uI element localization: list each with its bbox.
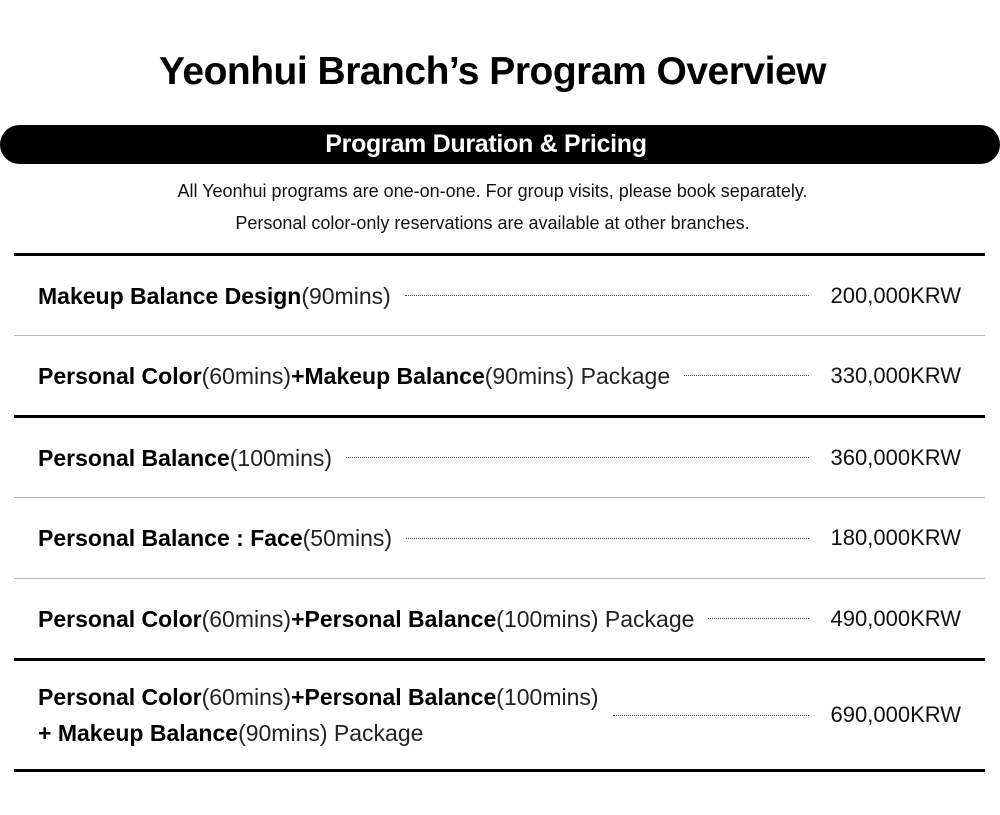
program-duration: (100mins)	[229, 444, 333, 471]
program-title: Personal Balance : Face	[38, 525, 303, 551]
program-name	[38, 520, 392, 556]
program-row-makeup-balance-design	[14, 253, 985, 335]
program-title: Personal Color	[38, 684, 202, 710]
program-title: Personal Color	[38, 605, 202, 632]
section-banner: Program Duration & Pricing	[0, 125, 1000, 164]
program-title: Personal Color	[38, 362, 202, 389]
program-name-line-2	[38, 715, 599, 751]
program-duration: (100mins)	[496, 684, 599, 710]
program-title: +Makeup Balance	[291, 362, 485, 389]
program-price: 330,000KRW	[830, 362, 961, 388]
program-duration: (100mins) Package	[496, 605, 695, 632]
dotted-leader	[346, 457, 809, 458]
program-name-line-1	[38, 679, 599, 715]
program-row-color-makeup-package	[14, 335, 985, 415]
program-duration: (60mins)	[201, 362, 292, 389]
page-title: Yeonhui Branch’s Program Overview	[159, 50, 826, 93]
program-duration: (90mins) Package	[238, 720, 424, 746]
dotted-leader	[684, 375, 808, 376]
program-title: + Makeup Balance	[38, 720, 239, 746]
program-price: 490,000KRW	[830, 605, 961, 631]
program-duration: (60mins)	[201, 684, 292, 710]
program-row-personal-balance	[14, 415, 985, 497]
program-name	[38, 679, 599, 751]
dotted-leader	[613, 715, 809, 716]
pricing-table	[14, 253, 985, 772]
dotted-leader	[405, 295, 809, 296]
dotted-leader	[708, 618, 808, 619]
program-row-personal-balance-face	[14, 497, 985, 578]
program-row-full-package	[14, 658, 985, 772]
program-price: 180,000KRW	[830, 525, 961, 550]
program-price: 200,000KRW	[830, 282, 961, 308]
info-note-personal-color: Personal color-only reservations are available at other branches.	[235, 213, 750, 233]
program-name	[38, 601, 694, 637]
program-duration: (90mins)	[301, 282, 391, 309]
program-duration: (50mins)	[302, 525, 393, 551]
dotted-leader	[406, 538, 808, 539]
program-duration: (90mins) Package	[484, 362, 671, 389]
program-name	[38, 278, 391, 314]
program-row-color-balance-package	[14, 578, 985, 658]
info-note-one-on-one: All Yeonhui programs are one-on-one. For group visits, please book separately.	[177, 181, 808, 201]
program-title: +Personal Balance	[291, 684, 497, 710]
program-title: +Personal Balance	[291, 605, 497, 632]
program-price: 690,000KRW	[830, 702, 961, 727]
program-title: Personal Balance	[38, 444, 230, 471]
program-duration: (60mins)	[201, 605, 292, 632]
program-name	[38, 358, 670, 394]
program-price: 360,000KRW	[830, 444, 961, 470]
program-name	[38, 440, 332, 476]
program-title: Makeup Balance Design	[38, 282, 302, 309]
